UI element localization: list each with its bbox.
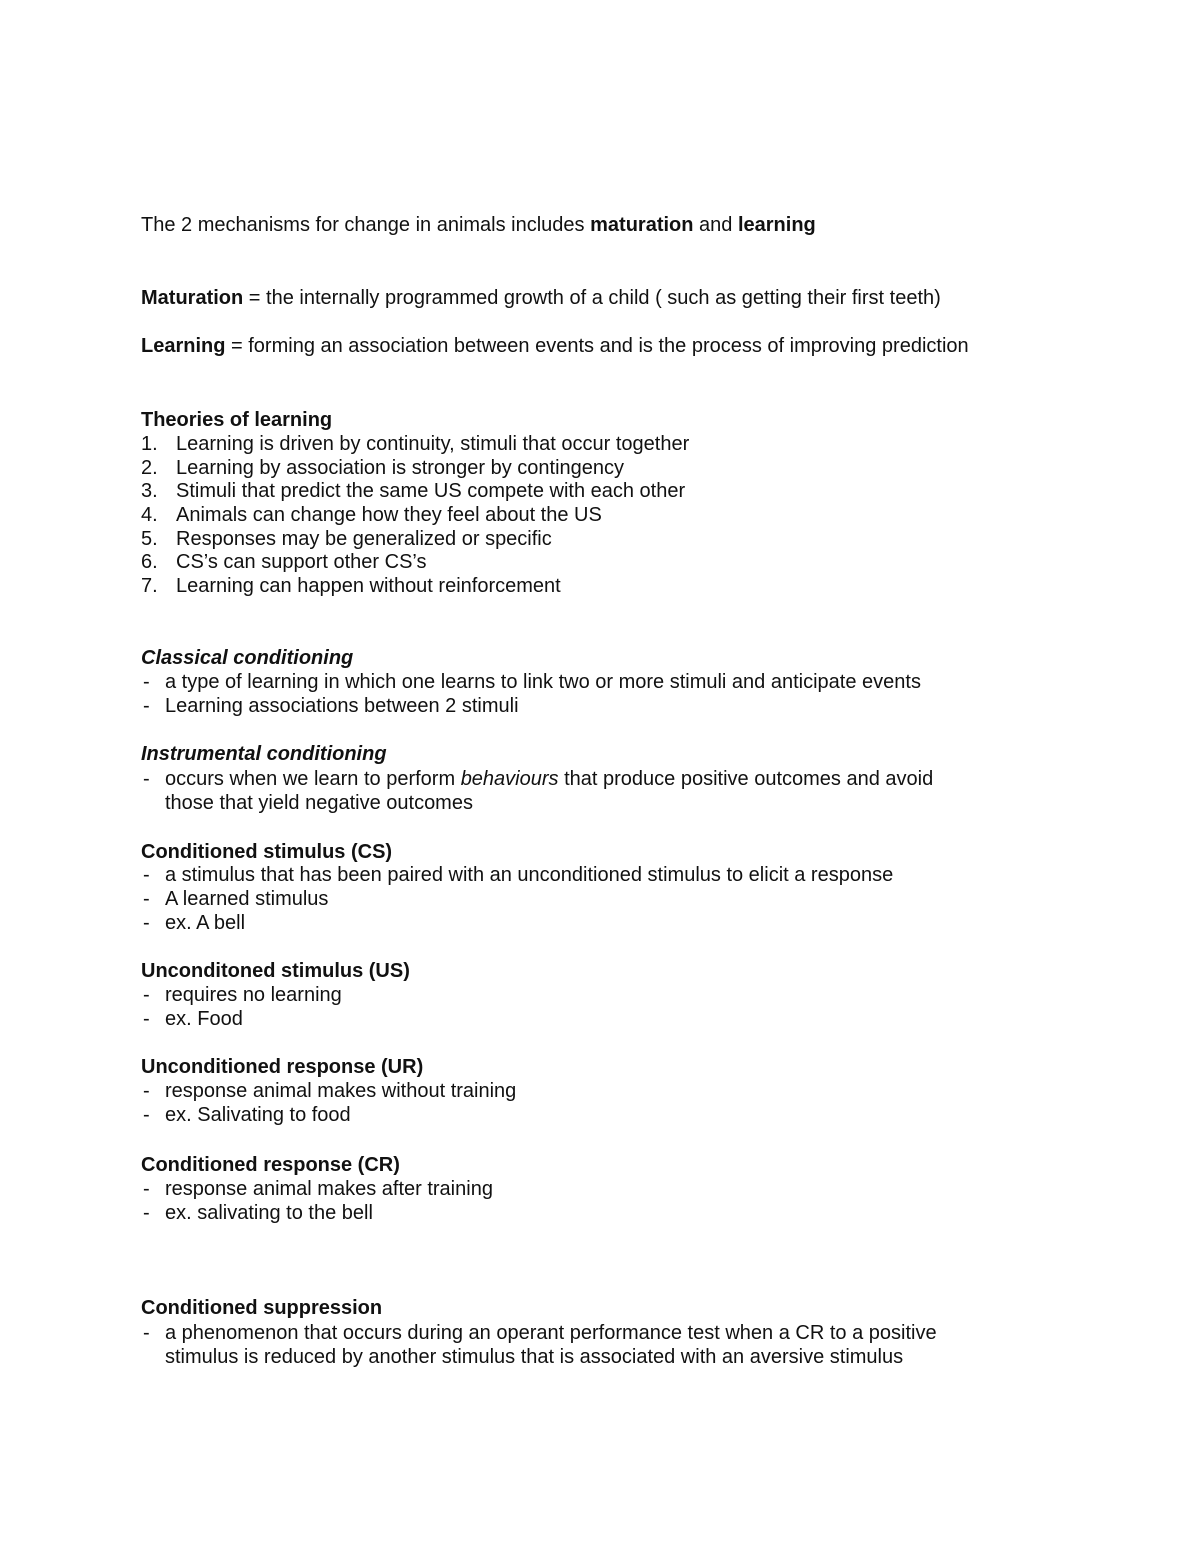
list-item: Responses may be generalized or specific <box>176 528 552 550</box>
bullet-dash: - <box>143 864 150 886</box>
bullet-item: requires no learning <box>165 984 342 1006</box>
bullet-dash: - <box>143 1008 150 1030</box>
intro-sentence <box>141 213 816 237</box>
bullet-dash: - <box>143 1080 150 1102</box>
definition-text: = the internally programmed growth of a child ( such as getting their first teeth) <box>243 287 941 309</box>
bullet-item: A learned stimulus <box>165 888 329 910</box>
bullet-item: a type of learning in which one learns to link two or more stimuli and anticipate events <box>165 671 921 693</box>
list-item: Animals can change how they feel about the US <box>176 504 602 526</box>
list-number: 5. <box>141 528 158 550</box>
section-heading-instrumental: Instrumental conditioning <box>141 743 387 765</box>
section-heading-ur: Unconditioned response (UR) <box>141 1056 424 1078</box>
bullet-dash: - <box>143 984 150 1006</box>
list-number: 4. <box>141 504 158 526</box>
bullet-continuation: those that yield negative outcomes <box>165 792 473 814</box>
list-number: 2. <box>141 457 158 479</box>
list-number: 6. <box>141 551 158 573</box>
bullet-dash: - <box>143 1202 150 1224</box>
list-number: 3. <box>141 480 158 502</box>
term-maturation: maturation <box>590 214 694 236</box>
bullet-item: ex. A bell <box>165 912 246 934</box>
bullet-item: Learning associations between 2 stimuli <box>165 695 519 717</box>
list-item: Learning is driven by continuity, stimuli that occur together <box>176 433 690 455</box>
bullet-dash: - <box>143 1104 150 1126</box>
bullet-dash: - <box>143 912 150 934</box>
bullet-dash: - <box>143 671 150 693</box>
bullet-item: a phenomenon that occurs during an operant performance test when a CR to a positive <box>165 1322 937 1344</box>
emphasis-behaviours: behaviours <box>460 768 559 790</box>
bullet-text: occurs when we learn to perform <box>165 768 461 790</box>
bullet-dash: - <box>143 768 150 790</box>
bullet-item <box>165 767 933 791</box>
bullet-item: ex. Salivating to food <box>165 1104 351 1126</box>
section-heading-theories: Theories of learning <box>141 409 333 431</box>
section-heading-cs: Conditioned stimulus (CS) <box>141 841 393 863</box>
intro-mid: and <box>693 214 738 236</box>
intro-prefix: The 2 mechanisms for change in animals includes <box>141 214 591 236</box>
list-item: Learning can happen without reinforcement <box>176 575 561 597</box>
section-heading-suppression: Conditioned suppression <box>141 1297 383 1319</box>
definition-term: Maturation <box>141 287 244 309</box>
bullet-item: ex. salivating to the bell <box>165 1202 373 1224</box>
definition-learning <box>141 334 969 358</box>
bullet-dash: - <box>143 695 150 717</box>
list-item: Stimuli that predict the same US compete with each other <box>176 480 686 502</box>
bullet-continuation: stimulus is reduced by another stimulus that is associated with an aversive stimulus <box>165 1346 904 1368</box>
bullet-item: response animal makes after training <box>165 1178 493 1200</box>
bullet-item: ex. Food <box>165 1008 243 1030</box>
section-heading-cr: Conditioned response (CR) <box>141 1154 400 1176</box>
definition-text: = forming an association between events and is the process of improving prediction <box>225 335 969 357</box>
definition-maturation <box>141 286 941 310</box>
bullet-dash: - <box>143 1322 150 1344</box>
bullet-item: response animal makes without training <box>165 1080 517 1102</box>
definition-term: Learning <box>141 335 226 357</box>
list-number: 7. <box>141 575 158 597</box>
list-number: 1. <box>141 433 158 455</box>
section-heading-us: Unconditoned stimulus (US) <box>141 960 410 982</box>
list-item: Learning by association is stronger by contingency <box>176 457 625 479</box>
term-learning: learning <box>737 214 816 236</box>
list-item: CS’s can support other CS’s <box>176 551 427 573</box>
section-heading-classical: Classical conditioning <box>141 647 354 669</box>
bullet-dash: - <box>143 888 150 910</box>
bullet-dash: - <box>143 1178 150 1200</box>
bullet-item: a stimulus that has been paired with an unconditioned stimulus to elicit a response <box>165 864 894 886</box>
bullet-text: that produce positive outcomes and avoid <box>558 768 934 790</box>
